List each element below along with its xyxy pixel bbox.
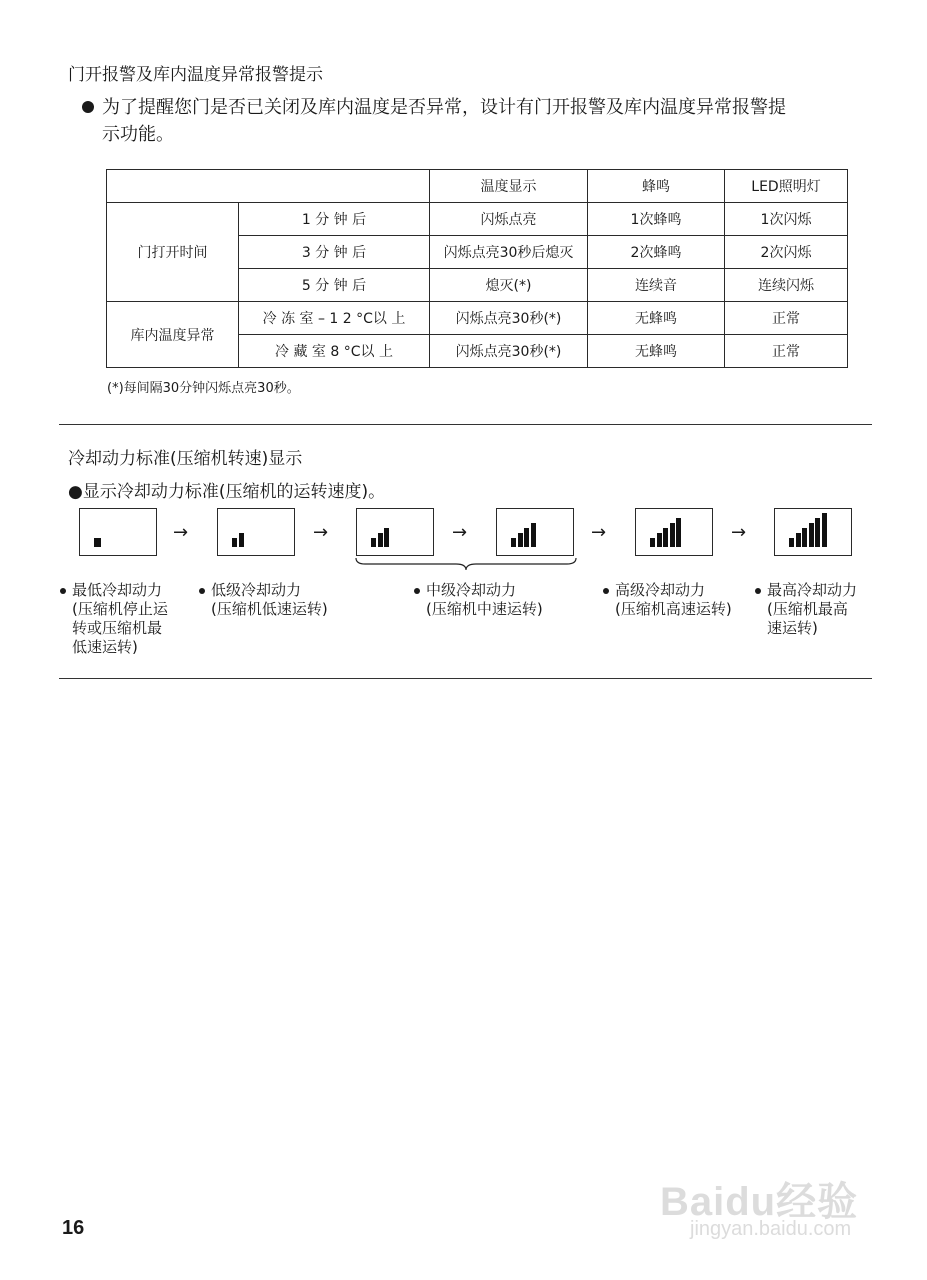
level-bar [94,538,101,547]
table-row [107,203,848,236]
level-bar [789,538,794,547]
cell-beep: 无蜂鸣 [588,335,725,368]
cell-led: 正常 [725,302,848,335]
table-row [107,302,848,335]
cell-beep: 1次蜂鸣 [588,203,725,236]
level-box-6 [774,508,852,556]
caption-line: 转或压缩机最 [72,619,163,637]
group-label-door: 门打开时间 [107,203,239,302]
level-caption-1 [60,581,168,657]
cell-display: 闪烁点亮30秒(*) [430,335,588,368]
alarm-description-line1: 为了提醒您门是否已关闭及库内温度是否异常，设计有门开报警及库内温度异常报警提 [102,97,786,118]
level-caption-2 [199,581,328,619]
bullet-icon [414,588,420,594]
cell-display: 闪烁点亮30秒后熄灭 [430,236,588,269]
level-bar [378,533,383,547]
level-box-1 [79,508,157,556]
watermark-brand: Baidu经验 [660,1180,859,1224]
section-title-cooling: 冷却动力标准(压缩机转速)显示 [68,449,303,469]
group-label-temp: 库内温度异常 [107,302,239,368]
bullet-icon [755,588,761,594]
level-box-5 [635,508,713,556]
level-box-3 [356,508,434,556]
level-bar [511,538,516,547]
level-bar [531,523,536,547]
table-header-row [107,170,848,203]
cell-display: 闪烁点亮 [430,203,588,236]
level-bar [802,528,807,547]
level-bar [822,513,827,547]
bullet-icon [60,588,66,594]
cell-condition: 1 分 钟 后 [239,203,430,236]
cell-led: 2次闪烁 [725,236,848,269]
alarm-description [82,94,786,121]
cell-display: 闪烁点亮30秒(*) [430,302,588,335]
level-bar [796,533,801,547]
divider-top [59,424,872,425]
caption-title: 最高冷却动力 [767,581,858,599]
cell-beep: 2次蜂鸣 [588,236,725,269]
bullet-icon [603,588,609,594]
caption-line: 速运转) [767,619,818,637]
cell-led: 连续闪烁 [725,269,848,302]
level-bar [371,538,376,547]
caption-line: 低速运转) [72,638,138,656]
caption-line: (压缩机停止运 [72,600,168,618]
caption-title: 最低冷却动力 [72,581,163,599]
alarm-description-line2: 示功能。 [102,124,174,145]
level-bar [670,523,675,547]
arrow-right-icon: → [173,522,189,543]
arrow-right-icon: → [731,522,747,543]
level-bar [384,528,389,547]
caption-title: 中级冷却动力 [426,581,517,599]
level-caption-5 [755,581,857,638]
arrow-right-icon: → [591,522,607,543]
level-caption-4 [603,581,732,619]
level-box-2 [217,508,295,556]
cell-led: 正常 [725,335,848,368]
caption-title: 低级冷却动力 [211,581,302,599]
table-header-led: LED照明灯 [725,170,848,203]
cell-condition: 3 分 钟 后 [239,236,430,269]
level-bar [524,528,529,547]
caption-title: 高级冷却动力 [615,581,706,599]
caption-line: (压缩机低速运转) [211,600,328,618]
cell-condition: 5 分 钟 后 [239,269,430,302]
level-bar [650,538,655,547]
table-header-display: 温度显示 [430,170,588,203]
divider-bottom [59,678,872,679]
cell-condition: 冷 冻 室 – 1 2 °C以 上 [239,302,430,335]
level-bar [232,538,237,547]
brace-icon [355,557,577,571]
level-bar [815,518,820,547]
level-bar [663,528,668,547]
caption-line: (压缩机最高 [767,600,848,618]
level-bar [239,533,244,547]
arrow-right-icon: → [313,522,329,543]
level-bar [676,518,681,547]
level-bar [657,533,662,547]
page-number: 16 [62,1217,85,1239]
cell-beep: 无蜂鸣 [588,302,725,335]
level-caption-3 [414,581,543,619]
cell-led: 1次闪烁 [725,203,848,236]
caption-line: (压缩机高速运转) [615,600,732,618]
bullet-icon [82,101,94,113]
bullet-icon [199,588,205,594]
table-header-empty [107,170,430,203]
cell-display: 熄灭(*) [430,269,588,302]
watermark-url: jingyan.baidu.com [690,1218,852,1240]
alarm-table [106,169,848,368]
cell-condition: 冷 藏 室 8 °C以 上 [239,335,430,368]
table-footnote: (*)每间隔30分钟闪烁点亮30秒。 [107,381,300,396]
level-box-4 [496,508,574,556]
cooling-description: ●显示冷却动力标准(压缩机的运转速度)。 [68,482,386,502]
level-bar [518,533,523,547]
table-header-beep: 蜂鸣 [588,170,725,203]
level-bar [809,523,814,547]
cell-beep: 连续音 [588,269,725,302]
section-title-alarm: 门开报警及库内温度异常报警提示 [68,65,323,85]
caption-line: (压缩机中速运转) [426,600,543,618]
arrow-right-icon: → [452,522,468,543]
